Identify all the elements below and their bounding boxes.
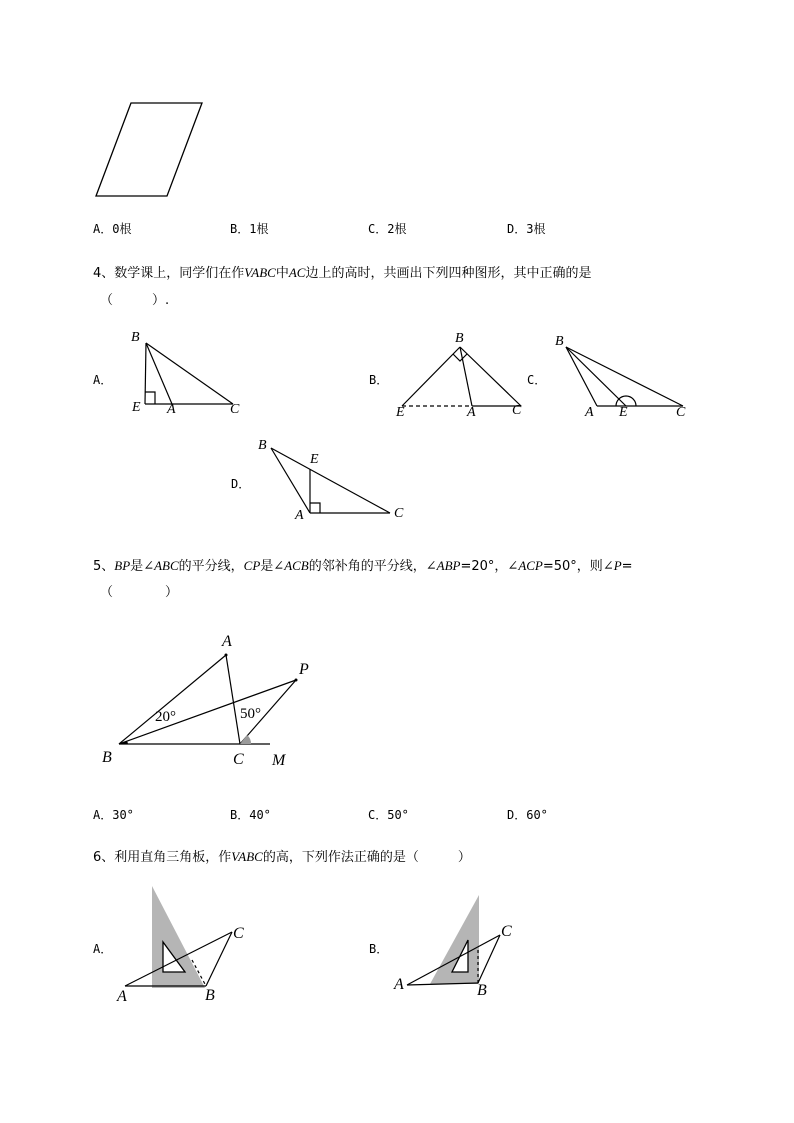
q6a-label-C: C xyxy=(233,925,244,942)
q6b-label-C: C xyxy=(501,923,512,940)
q6-option-a[interactable]: A． xyxy=(93,942,113,956)
q4b-label-E: E xyxy=(396,405,405,420)
q5-label-A: A xyxy=(222,633,232,650)
q4-number: 4、 xyxy=(93,266,115,281)
q5-label-M: M xyxy=(272,752,286,769)
q5-option-b[interactable]: B．40° xyxy=(230,808,271,822)
q4-stem: 4、数学课上，同学们在作VABC中AC边上的高时，共画出下列四种图形，其中正确的是 xyxy=(93,265,592,281)
q6b-label-A: A xyxy=(394,976,404,993)
q4-option-d[interactable]: D． xyxy=(231,477,251,491)
q5-answer-paren: （ ） xyxy=(100,585,179,600)
q4b-label-A: A xyxy=(467,405,476,420)
q4-option-c[interactable]: C． xyxy=(527,373,547,387)
q4c-label-B: B xyxy=(555,334,564,349)
q4d-label-E: E xyxy=(310,452,319,467)
q5-option-d[interactable]: D．60° xyxy=(507,808,548,822)
q4c-label-C: C xyxy=(676,405,686,420)
q5-stem: 5、BP是∠ABC的平分线，CP是∠ACB的邻补角的平分线，∠ABP=20°，∠ACP=50°，则∠P= xyxy=(93,558,633,574)
q5-label-B: B xyxy=(102,749,112,766)
q5-label-C: C xyxy=(233,751,244,768)
q3-option-b[interactable]: B．1根 xyxy=(230,222,269,236)
q4c-label-E: E xyxy=(619,405,628,420)
q4-answer-paren: （ ）. xyxy=(100,293,170,308)
q6-fig-a-set-square xyxy=(152,886,205,988)
q6-number: 6、 xyxy=(93,850,115,865)
q5-angle-50: 50° xyxy=(240,706,261,722)
q5-option-c[interactable]: C．50° xyxy=(368,808,409,822)
q4b-label-B: B xyxy=(455,331,464,346)
q4-option-a[interactable]: A． xyxy=(93,373,113,387)
q4c-label-A: A xyxy=(585,405,594,420)
q5-option-a[interactable]: A．30° xyxy=(93,808,134,822)
q3-option-d[interactable]: D．3根 xyxy=(507,222,546,236)
q4a-label-E: E xyxy=(132,400,141,415)
q4a-label-A: A xyxy=(167,402,176,417)
q4a-label-B: B xyxy=(131,330,140,345)
q6a-label-B: B xyxy=(205,987,215,1004)
q6b-label-B: B xyxy=(477,982,487,999)
q4a-label-C: C xyxy=(230,402,240,417)
q3-option-a[interactable]: A．0根 xyxy=(93,222,132,236)
q4b-label-C: C xyxy=(512,403,522,418)
q3-option-c[interactable]: C．2根 xyxy=(368,222,407,236)
q6-fig-b-set-square xyxy=(430,895,479,984)
q4d-label-C: C xyxy=(394,506,404,521)
q5-label-P: P xyxy=(299,661,309,678)
q6-stem: 6、利用直角三角板，作VABC的高，下列作法正确的是（ ） xyxy=(93,849,471,865)
q4d-label-A: A xyxy=(295,508,304,523)
q6a-label-A: A xyxy=(117,988,127,1005)
q5-number: 5、 xyxy=(93,559,115,574)
q4-option-b[interactable]: B． xyxy=(369,373,389,387)
q6-option-b[interactable]: B． xyxy=(369,942,389,956)
q5-angle-20: 20° xyxy=(155,709,176,725)
q4d-label-B: B xyxy=(258,438,267,453)
